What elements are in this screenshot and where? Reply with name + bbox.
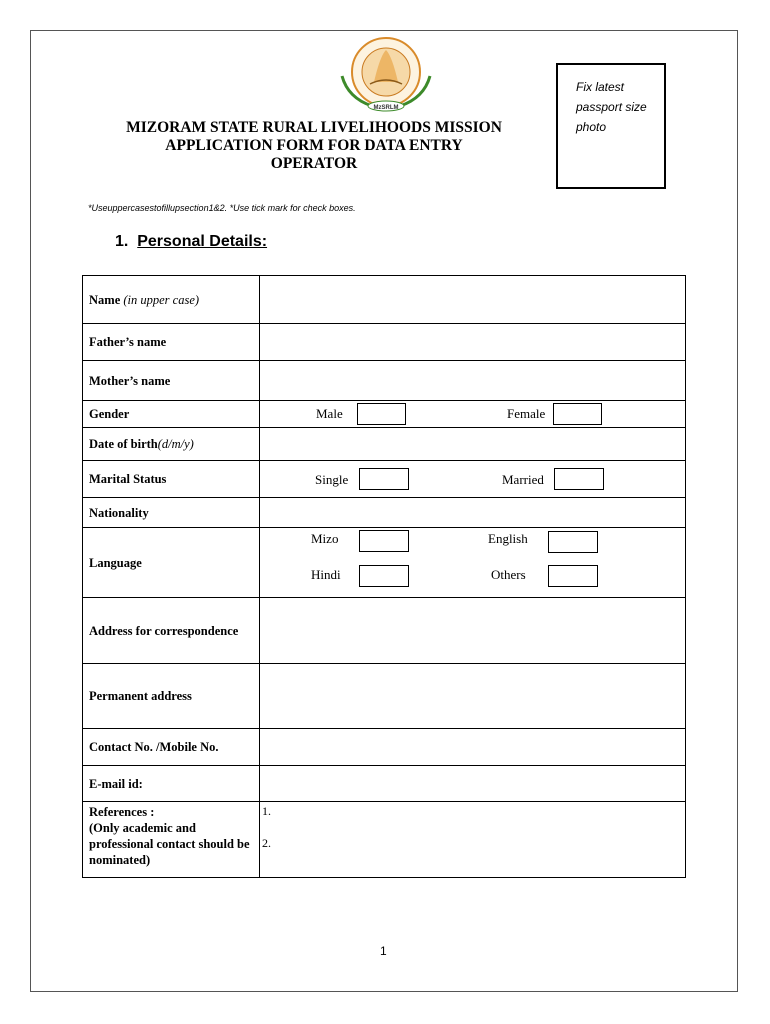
mother-name-label: Mother’s name [83,361,260,400]
name-label: Name (in upper case) [83,276,260,323]
marital-status-label: Marital Status [83,461,260,497]
row-name [83,276,685,324]
father-name-field[interactable] [260,324,685,360]
marital-single-label: Single [315,472,349,487]
father-name-label: Father’s name [83,324,260,360]
email-label: E-mail id: [83,766,260,801]
row-email [83,766,685,802]
language-others-checkbox[interactable] [548,565,598,587]
section-title: Personal Details: [137,233,268,250]
email-field[interactable] [260,766,685,801]
address-label: Address for correspondence [83,598,260,663]
marital-married-checkbox[interactable] [554,468,604,490]
section-number: 1. [115,233,129,250]
form-title [100,119,528,173]
photo-box[interactable] [556,63,666,189]
language-english-checkbox[interactable] [548,531,598,553]
title-line-2: APPLICATION FORM FOR DATA ENTRY [165,137,463,154]
references-title: References : [89,805,155,819]
row-nationality [83,498,685,528]
section-heading [115,233,267,251]
dob-field[interactable] [260,428,685,460]
row-permanent-address [83,664,685,729]
photo-hint-1: Fix latest [576,80,625,94]
row-gender [83,401,685,428]
marital-status-field [260,461,685,497]
language-english-label: English [488,531,528,546]
gender-female-label: Female [507,406,546,421]
references-field[interactable] [260,802,685,877]
mother-name-field[interactable] [260,361,685,400]
language-hindi-checkbox[interactable] [359,565,409,587]
references-label [83,802,260,877]
personal-details-table [82,275,686,878]
row-mother [83,361,685,401]
reference-2: 2. [262,836,271,850]
photo-hint-3: photo [576,120,607,134]
language-mizo-checkbox[interactable] [359,530,409,552]
language-label: Language [83,528,260,597]
row-marital [83,461,685,498]
references-note: (Only academic and professional contact should be nominated) [89,821,250,867]
reference-1: 1. [262,804,271,818]
language-others-label: Others [491,567,526,582]
gender-female-checkbox[interactable] [553,403,602,425]
row-dob [83,428,685,461]
language-field [260,528,685,597]
nationality-label: Nationality [83,498,260,527]
language-hindi-label: Hindi [311,567,341,582]
address-field[interactable] [260,598,685,663]
nationality-field[interactable] [260,498,685,527]
row-father [83,324,685,361]
row-language [83,528,685,598]
permanent-address-label: Permanent address [83,664,260,728]
name-field[interactable] [260,276,685,323]
contact-field[interactable] [260,729,685,765]
logo-text: MzSRLM [373,105,399,111]
row-contact [83,729,685,766]
page-number: 1 [380,944,387,958]
row-references [83,802,685,877]
contact-label: Contact No. /Mobile No. [83,729,260,765]
gender-label: Gender [83,401,260,427]
gender-male-checkbox[interactable] [357,403,406,425]
dob-label: Date of birth(d/m/y) [83,428,260,460]
gender-male-label: Male [316,406,343,421]
msrlm-logo-icon [328,36,444,116]
marital-married-label: Married [502,472,544,487]
language-mizo-label: Mizo [311,531,339,546]
permanent-address-field[interactable] [260,664,685,728]
gender-field [260,401,685,427]
instruction-note: *Useuppercasestofillupsection1&2. *Use tick mark for check boxes. [88,203,356,213]
marital-single-checkbox[interactable] [359,468,409,490]
title-line-3: OPERATOR [270,155,358,172]
row-address [83,598,685,664]
title-line-1: MIZORAM STATE RURAL LIVELIHOODS MISSION [126,119,502,136]
photo-hint-2: passport size [576,100,647,114]
